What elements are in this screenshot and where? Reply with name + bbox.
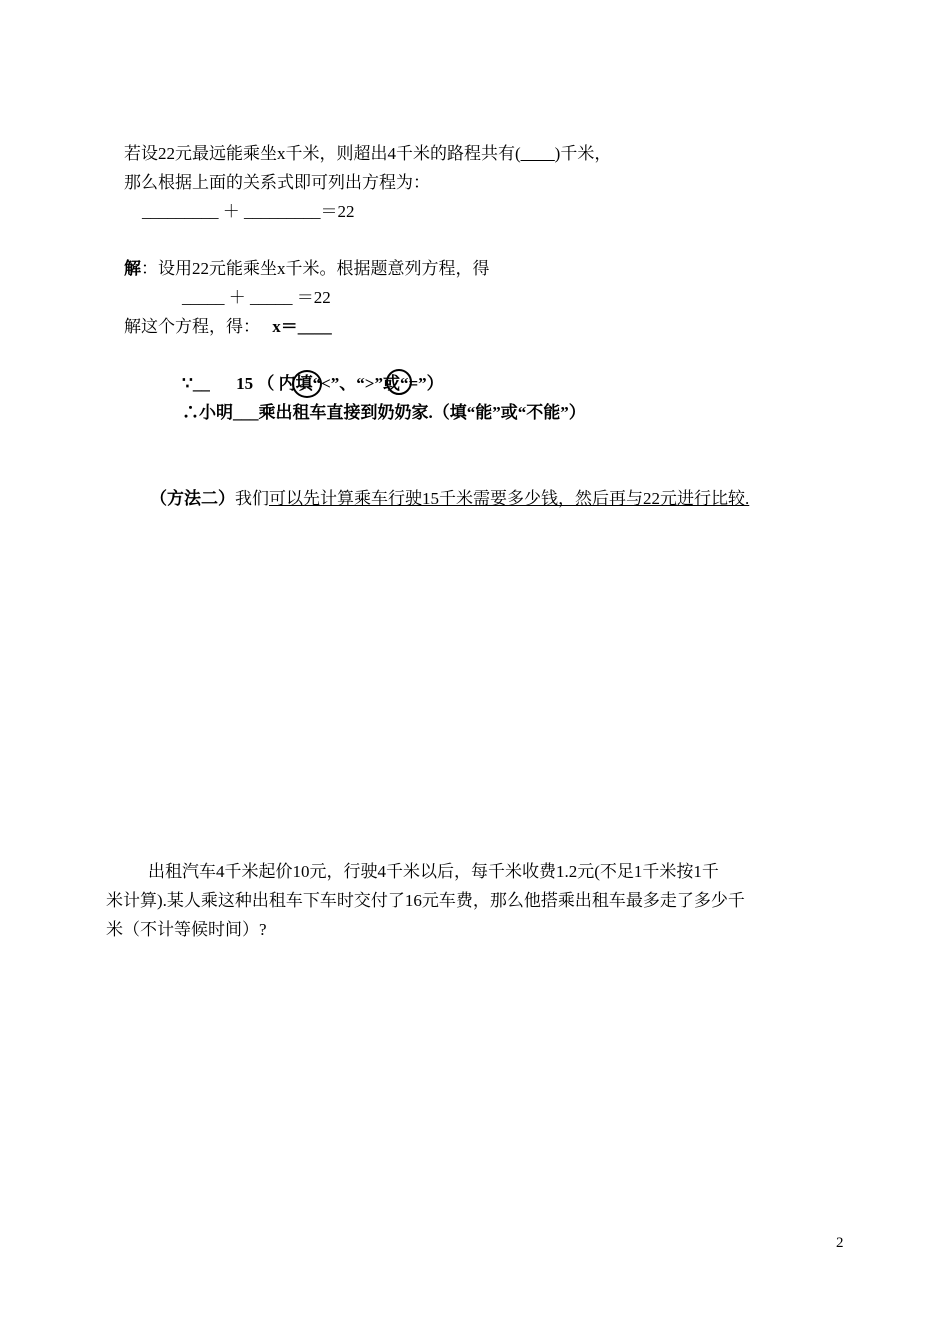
equation-line-2 xyxy=(182,287,331,309)
eq1-blank-2: _________ xyxy=(244,202,321,221)
line1-end: )千米， xyxy=(554,144,612,163)
eq1-plus: ＋ xyxy=(222,202,240,221)
text-line-2: 那么根据上面的关系式即可列出方程为： xyxy=(124,173,430,192)
therefore-rest: 乘出租车直接到奶奶家.（填“能”或“不能”） xyxy=(258,403,586,422)
circle-mark-2 xyxy=(386,369,412,395)
line1-blank: ____ xyxy=(520,144,555,163)
therefore-text: ∴小明 xyxy=(182,403,233,422)
method-two-underlined: 可以先计算乘车行驶15千米需要多少钱，然后再与22元进行比较. xyxy=(269,489,750,508)
because-number: 15 xyxy=(236,374,254,393)
page-number: 2 xyxy=(836,1235,844,1251)
because-blank: __ xyxy=(192,374,210,393)
method-two-line xyxy=(150,488,749,510)
solution-line xyxy=(124,258,490,280)
solve-blank: ____ xyxy=(297,317,332,336)
eq2-plus: ＋ xyxy=(228,288,246,307)
therefore-blank: ___ xyxy=(233,403,259,422)
solve-x: x＝ xyxy=(272,317,298,336)
eq2-end: ＝22 xyxy=(296,288,331,307)
problem-line-3: 米（不计等候时间）? xyxy=(106,920,267,939)
solve-text: 解这个方程，得： xyxy=(124,317,260,336)
problem-line-2: 米计算).某人乘这种出租车下车时交付了16元车费，那么他搭乘出租车最多走了多少千 xyxy=(106,891,745,910)
eq2-blank-2: _____ xyxy=(250,288,293,307)
eq1-blank-1: _________ xyxy=(142,202,219,221)
method-two-plain: 我们 xyxy=(235,489,269,508)
line1-text: 若设22元最远能乘坐x千米，则超出4千米的路程共有( xyxy=(124,144,521,163)
problem-line-1: 出租汽车4千米起价10元，行驶4千米以后，每千米收费1.2元(不足1千米按1千 xyxy=(148,862,719,881)
circle-mark-1 xyxy=(292,370,322,398)
solution-text: ：设用22元能乘坐x千米。根据题意列方程，得 xyxy=(141,259,490,278)
solve-line xyxy=(124,316,332,338)
text-line-1 xyxy=(124,143,611,165)
solution-label: 解 xyxy=(124,259,141,278)
therefore-line xyxy=(182,402,586,424)
eq2-blank-1: _____ xyxy=(182,288,225,307)
method-two-label: （方法二） xyxy=(150,489,235,508)
equation-line-1 xyxy=(142,201,355,223)
because-symbol: ∵ xyxy=(182,374,193,393)
eq1-end: ＝22 xyxy=(320,202,355,221)
because-fill-instruction: （ 内填“<”、“>”或“=”） xyxy=(257,374,444,393)
